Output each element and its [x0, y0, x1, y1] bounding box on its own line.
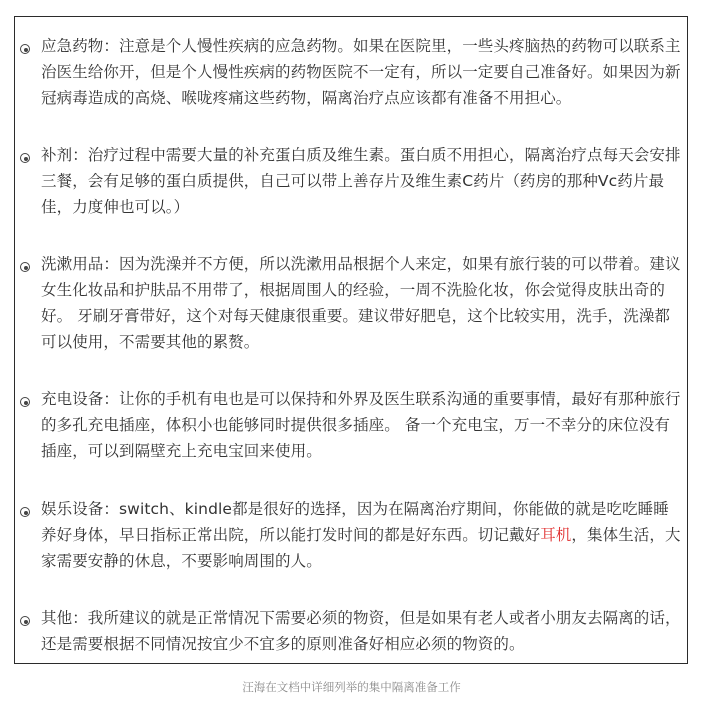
paragraph-charging: 充电设备：让你的手机有电也是可以保持和外界及医生联系沟通的重要事情，最好有那种旅行的多孔充电插座，体积小也能够同时提供很多插座。 备一个充电宝，万一不幸分的床位没有插座，可以到隔壁充上充电宝回来使用。 [41, 390, 681, 460]
entertainment-text-end: ，集体生活，大家需要安静的休息，不要影响周围的人。 [41, 526, 681, 570]
bullet-icon [20, 616, 32, 628]
paragraph-toiletries: 洗漱用品：因为洗澡并不方便，所以洗漱用品根据个人来定，如果有旅行装的可以带着。建议女生化妆品和护肤品不用带了，根据周围人的经验，一周不洗脸化妆，你会觉得皮肤出奇的好。 牙刷牙膏带好，这个对每天健康很重要。建议带好肥皂，这个比较实用，洗手，洗澡都可以使用，不需要其他的累赘。 [41, 255, 681, 351]
highlight-earphones: 耳机 [540, 526, 572, 544]
paragraph-emergency-medicine: 应急药物：注意是个人慢性疾病的应急药物。如果在医院里，一些头疼脑热的药物可以联系主治医生给你开，但是个人慢性疾病的药物医院不一定有，所以一定要自己准备好。如果因为新冠病毒造成的高烧、喉咙疼痛这些药物，隔离治疗点应该都有准备不用担心。 [41, 37, 681, 107]
bullet-icon [20, 507, 32, 519]
paragraph-supplements: 补剂：治疗过程中需要大量的补充蛋白质及维生素。蛋白质不用担心，隔离治疗点每天会安排三餐，会有足够的蛋白质提供，自己可以带上善存片及维生素C药片（药房的那种Vc药片最佳，力度伸也可以。） [41, 146, 681, 216]
paragraph-other: 其他：我所建议的就是正常情况下需要必须的物资，但是如果有老人或者小朋友去隔离的话，还是需要根据不同情况按宜少不宜多的原则准备好相应必须的物资的。 [41, 609, 681, 653]
bullet-icon [20, 397, 32, 409]
entertainment-text-start: 娱乐设备：switch、kindle都是很好的选择，因为在隔离治疗期间，你能做的就是吃吃睡睡养好身体，早日指标正常出院，所以能打发时间的都是好东西。切记戴好 [41, 500, 669, 544]
image-caption: 汪海在文档中详细列举的集中隔离准备工作 [242, 680, 461, 694]
paragraph-entertainment [41, 496, 683, 574]
bullet-icon [20, 44, 32, 56]
bullet-icon [20, 262, 32, 274]
document-frame [14, 16, 688, 664]
bullet-icon [20, 153, 32, 165]
